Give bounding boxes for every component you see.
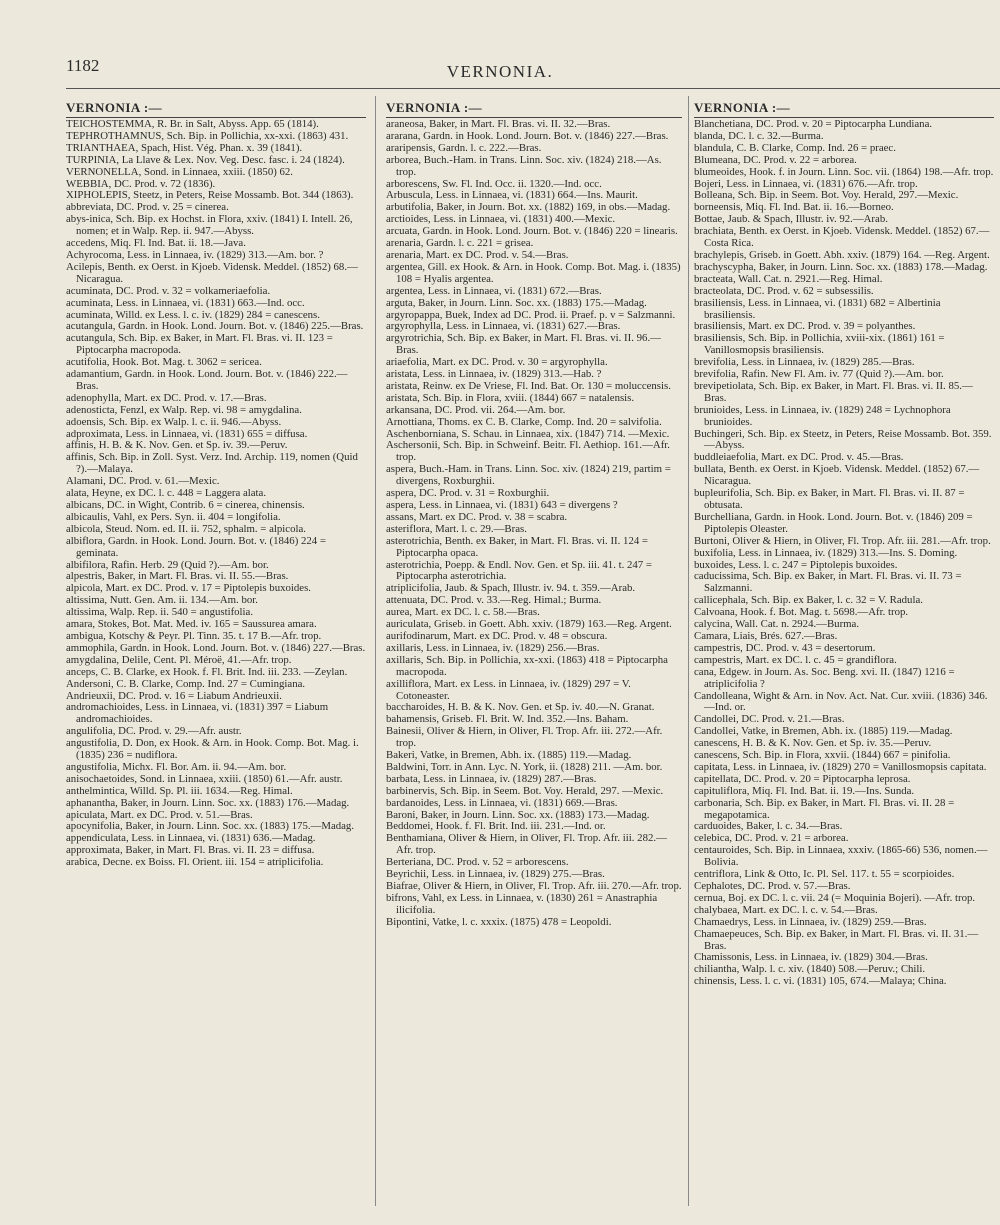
index-entry: blanda, DC. l. c. 32.—Burma. bbox=[694, 129, 824, 142]
index-entry: acuminata, Less. in Linnaea, vi. (1831) 663.—Ind. occ. bbox=[66, 296, 305, 309]
index-entry: baccharoides, H. B. & K. Nov. Gen. et Sp. iv. 40.—N. Granat. bbox=[386, 701, 655, 714]
index-entry: Andersoni, C. B. Clarke, Comp. Ind. 27 = Cumingiana. bbox=[66, 677, 306, 690]
index-entry: argentea, Less. in Linnaea, vi. (1831) 672.—Bras. bbox=[386, 284, 602, 297]
index-entry: Beddomei, Hook. f. Fl. Brit. Ind. iii. 231.—Ind. or. bbox=[386, 820, 606, 833]
index-entry: arborescens, Sw. Fl. Ind. Occ. ii. 1320.—Ind. occ. bbox=[386, 177, 602, 190]
index-entry: Baroni, Baker, in Journ. Linn. Soc. xx. (1883) 173.—Madag. bbox=[386, 808, 650, 821]
index-entry: albicaulis, Vahl, ex Pers. Syn. ii. 404 = longifolia. bbox=[66, 510, 281, 523]
index-entry: Chamaepeuces, Sch. Bip. ex Baker, in Mart. Fl. Bras. vi. II. 31.—Bras. bbox=[694, 927, 979, 952]
index-entry: brachyscypha, Baker, in Journ. Linn. Soc. xx. (1883) 178.—Madag. bbox=[694, 260, 988, 273]
index-entry: bracteolata, DC. Prod. v. 62 = subsessilis. bbox=[694, 284, 874, 297]
index-entry: Candollei, DC. Prod. v. 21.—Bras. bbox=[694, 713, 845, 726]
index-entry: adamantium, Gardn. in Hook. Lond. Journ. Bot. v. (1846) 222.—Bras. bbox=[66, 368, 348, 392]
index-entry: angustifolia, Michx. Fl. Bor. Am. ii. 94.—Am. bor. bbox=[66, 760, 287, 773]
index-entry: Benthamiana, Oliver & Hiern, in Oliver, Fl. Trop. Afr. iii. 282.—Afr. trop. bbox=[386, 832, 667, 857]
index-entry: axillaris, Sch. Bip. in Pollichia, xx-xxi. (1863) 418 = Piptocarpha macropoda. bbox=[386, 653, 668, 678]
index-entry: capitata, Less. in Linnaea, iv. (1829) 270 = Vanillosmopsis capitata. bbox=[694, 760, 987, 773]
index-entry: alpestris, Baker, in Mart. Fl. Bras. vi. II. 55.—Bras. bbox=[66, 570, 289, 583]
index-entry: Burtoni, Oliver & Hiern, in Oliver, Fl. Trop. Afr. iii. 281.—Afr. trop. bbox=[694, 534, 991, 547]
index-entry: Bipontini, Vatke, l. c. xxxix. (1875) 478 = Leopoldi. bbox=[386, 915, 612, 928]
column-heading: VERNONIA :— bbox=[386, 100, 682, 118]
index-entry: Andrieuxii, DC. Prod. v. 16 = Liabum Andrieuxii. bbox=[66, 689, 282, 702]
index-entry: buxoides, Less. l. c. 247 = Piptolepis buxoides. bbox=[694, 558, 898, 571]
index-entry: aurifodinarum, Mart. ex DC. Prod. v. 48 = obscura. bbox=[386, 629, 608, 642]
index-entry: bullata, Benth. ex Oerst. in Kjoeb. Vidensk. Meddel. (1852) 67.—Nicaragua. bbox=[694, 463, 980, 488]
index-entry: axillaris, Less. in Linnaea, iv. (1829) 256.—Bras. bbox=[386, 641, 600, 654]
index-entry: albiflora, Gardn. in Hook. Lond. Journ. Bot. v. (1846) 224 = geminata. bbox=[66, 534, 326, 559]
index-entry: altissima, Walp. Rep. ii. 540 = angustifolia. bbox=[66, 606, 254, 619]
entry-list bbox=[694, 119, 994, 988]
index-entry: brasiliensis, Mart. ex DC. Prod. v. 39 = polyanthes. bbox=[694, 320, 916, 333]
index-entry: brasiliensis, Sch. Bip. in Pollichia, xviii-xix. (1861) 161 = Vanillosmopsis brasiliensis. bbox=[694, 332, 945, 357]
index-entry: auriculata, Griseb. in Goett. Abh. xxiv. (1879) 163.—Reg. Argent. bbox=[386, 618, 672, 631]
index-entry: attenuata, DC. Prod. v. 33.—Reg. Himal.; Burma. bbox=[386, 594, 602, 607]
index-entry: aurea, Mart. ex DC. l. c. 58.—Bras. bbox=[386, 606, 540, 619]
index-entry: ambigua, Kotschy & Peyr. Pl. Tinn. 35. t. 17 B.—Afr. trop. bbox=[66, 629, 322, 642]
index-entry: acuminata, DC. Prod. v. 32 = volkameriaefolia. bbox=[66, 284, 271, 297]
entry-list bbox=[386, 119, 682, 929]
index-entry: blandula, C. B. Clarke, Comp. Ind. 26 = praec. bbox=[694, 141, 896, 154]
index-entry: araneosa, Baker, in Mart. Fl. Bras. vi. II. 32.—Bras. bbox=[386, 118, 611, 130]
index-entry: brevipetiolata, Sch. Bip. ex Baker, in Mart. Fl. Bras. vi. II. 85.—Bras. bbox=[694, 379, 973, 404]
index-entry: Cephalotes, DC. Prod. v. 57.—Bras. bbox=[694, 880, 851, 892]
index-entry: accedens, Miq. Fl. Ind. Bat. ii. 18.—Java. bbox=[66, 237, 246, 250]
index-entry: buxifolia, Less. in Linnaea, iv. (1829) 313.—Ins. S. Doming. bbox=[694, 546, 958, 559]
column-1 bbox=[66, 100, 366, 1210]
index-entry: acutangula, Sch. Bip. ex Baker, in Mart. Fl. Bras. vi. II. 123 = Piptocarpha macropoda. bbox=[66, 332, 333, 357]
index-entry: Berteriana, DC. Prod. v. 52 = arborescens. bbox=[386, 856, 569, 869]
index-entry: Acilepis, Benth. ex Oerst. in Kjoeb. Vidensk. Meddel. (1852) 68.—Nicaragua. bbox=[66, 260, 358, 285]
index-entry: bupleurifolia, Sch. Bip. ex Baker, in Mart. Fl. Bras. vi. II. 87 = obtusata. bbox=[694, 487, 965, 511]
index-entry: arcuata, Gardn. in Hook. Lond. Journ. Bot. v. (1846) 220 = linearis. bbox=[386, 225, 678, 238]
index-entry: asteriflora, Mart. l. c. 29.—Bras. bbox=[386, 522, 527, 535]
index-entry: barbinervis, Sch. Bip. in Seem. Bot. Voy. Herald, 297. —Mexic. bbox=[386, 784, 664, 797]
index-entry: abys-inica, Sch. Bip. ex Hochst. in Flora, xxiv. (1841) I. Intell. 26, nomen; et in Walp. Rep. ii. 947.—Abyss. bbox=[66, 213, 353, 238]
index-entry: aspera, Less. in Linnaea, vi. (1831) 643 = divergens ? bbox=[386, 499, 618, 511]
index-entry: celebica, DC. Prod. v. 21 = arborea. bbox=[694, 832, 849, 845]
index-entry: altissima, Nutt. Gen. Am. ii. 134.—Am. bor. bbox=[66, 594, 258, 607]
index-entry: TEICHOSTEMMA, R. Br. in Salt, Abyss. App. 65 (1814). bbox=[66, 118, 319, 130]
index-entry: brevifolia, Rafin. New Fl. Am. iv. 77 (Quid ?).—Am. bor. bbox=[694, 368, 944, 381]
index-entry: Beyrichii, Less. in Linnaea, iv. (1829) 275.—Bras. bbox=[386, 868, 605, 881]
index-entry: Baldwini, Torr. in Ann. Lyc. N. York, ii. (1828) 211. —Am. bor. bbox=[386, 760, 663, 773]
index-entry: arbutifolia, Baker, in Journ. Bot. xx. (1882) 169, in obs.—Madag. bbox=[386, 201, 671, 214]
index-entry: arenaria, Mart. ex DC. Prod. v. 54.—Bras. bbox=[386, 248, 569, 261]
index-entry: albifilora, Rafin. Herb. 29 (Quid ?).—Am. bor. bbox=[66, 558, 269, 571]
index-entry: bardanoides, Less. in Linnaea, vi. (1831) 669.—Bras. bbox=[386, 796, 618, 809]
page-number: 1182 bbox=[66, 56, 100, 75]
index-entry: albicans, DC. in Wight, Contrib. 6 = cinerea, chinensis. bbox=[66, 499, 305, 511]
index-entry: brunioides, Less. in Linnaea, iv. (1829) 248 = Lychnophora brunioides. bbox=[694, 403, 951, 428]
entry-list bbox=[66, 119, 366, 869]
index-entry: adoensis, Sch. Bip. ex Walp. l. c. ii. 946.—Abyss. bbox=[66, 415, 282, 428]
index-entry: atriplicifolia, Jaub. & Spach, Illustr. iv. 94. t. 359.—Arab. bbox=[386, 582, 636, 595]
index-entry: buddleiaefolia, Mart. ex DC. Prod. v. 45.—Bras. bbox=[694, 451, 904, 464]
index-entry: XIPHOLEPIS, Steetz, in Peters, Reise Mossamb. Bot. 344 (1863). bbox=[66, 189, 354, 202]
index-entry: Biafrae, Oliver & Hiern, in Oliver, Fl. Trop. Afr. iii. 270.—Afr. trop. bbox=[386, 880, 682, 892]
index-entry: angulifolia, DC. Prod. v. 29.—Afr. austr. bbox=[66, 725, 242, 738]
index-entry: Bojeri, Less. in Linnaea, vi. (1831) 676.—Afr. trop. bbox=[694, 177, 918, 190]
index-entry: argyrotrichia, Sch. Bip. ex Baker, in Mart. Fl. Bras. vi. II. 96.—Bras. bbox=[386, 332, 661, 357]
index-entry: apocynifolia, Baker, in Journ. Linn. Soc. xx. (1883) 175.—Madag. bbox=[66, 820, 355, 833]
index-entry: affinis, Sch. Bip. in Zoll. Syst. Verz. Ind. Archip. 119, nomen (Quid ?).—Malaya. bbox=[66, 451, 358, 476]
index-entry: Arbuscula, Less. in Linnaea, vi. (1831) 664.—Ins. Maurit. bbox=[386, 189, 638, 202]
index-entry: amara, Stokes, Bot. Mat. Med. iv. 165 = Saussurea amara. bbox=[66, 618, 317, 631]
index-entry: Candolleana, Wight & Arn. in Nov. Act. Nat. Cur. xviii. (1836) 346.—Ind. or. bbox=[694, 689, 988, 714]
index-entry: blumeoides, Hook. f. in Journ. Linn. Soc. vii. (1864) 198.—Afr. trop. bbox=[694, 165, 994, 178]
index-entry: assans, Mart. ex DC. Prod. v. 38 = scabra. bbox=[386, 510, 568, 523]
index-entry: alata, Heyne, ex DC. l. c. 448 = Laggera alata. bbox=[66, 487, 267, 500]
index-entry: centauroides, Sch. Bip. in Linnaea, xxxiv. (1865-66) 536, nomen.—Bolivia. bbox=[694, 844, 988, 869]
running-head: VERNONIA. bbox=[446, 62, 554, 81]
index-entry: alpicola, Mart. ex DC. Prod. v. 17 = Piptolepis buxoides. bbox=[66, 582, 311, 595]
index-entry: arenaria, Gardn. l. c. 221 = grisea. bbox=[386, 237, 534, 250]
index-entry: Blanchetiana, DC. Prod. v. 20 = Piptocarpha Lundiana. bbox=[694, 118, 933, 130]
index-entry: Alamani, DC. Prod. v. 61.—Mexic. bbox=[66, 475, 220, 488]
index-entry: Bottae, Jaub. & Spach, Illustr. iv. 92.—Arab. bbox=[694, 213, 888, 226]
index-entry: andromachioides, Less. in Linnaea, vi. (1831) 397 = Liabum andromachioides. bbox=[66, 701, 329, 726]
index-entry: asterotrichia, Benth. ex Baker, in Mart. Fl. Bras. vi. II. 124 = Piptocarpha opaca. bbox=[386, 534, 649, 559]
index-entry: argyrophylla, Less. in Linnaea, vi. (1831) 627.—Bras. bbox=[386, 320, 621, 333]
index-entry: TEPHROTHAMNUS, Sch. Bip. in Pollichia, xx-xxi. (1863) 431. bbox=[66, 129, 349, 142]
index-entry: Aschersonii, Sch. Bip. in Schweinf. Beitr. Fl. Aethiop. 161.—Afr. trop. bbox=[386, 439, 671, 464]
index-entry: adenosticta, Fenzl, ex Walp. Rep. vi. 98 = amygdalina. bbox=[66, 403, 302, 416]
index-entry: argyropappa, Buek, Index ad DC. Prod. ii. Praef. p. v = Salzmanni. bbox=[386, 308, 676, 321]
column-divider bbox=[375, 96, 376, 1206]
index-entry: Bainesii, Oliver & Hiern, in Oliver, Fl. Trop. Afr. iii. 272.—Afr. trop. bbox=[386, 725, 663, 750]
index-entry: acutifolia, Hook. Bot. Mag. t. 3062 = sericea. bbox=[66, 356, 262, 369]
index-entry: brasiliensis, Less. in Linnaea, vi. (1831) 682 = Albertinia brasiliensis. bbox=[694, 296, 941, 321]
index-entry: brachylepis, Griseb. in Goett. Abh. xxiv. (1879) 164. —Reg. Argent. bbox=[694, 248, 990, 261]
index-entry: ariaefolia, Mart. ex DC. Prod. v. 30 = argyrophylla. bbox=[386, 356, 608, 369]
index-entry: anisochaetoides, Sond. in Linnaea, xxiii. (1850) 61.—Afr. austr. bbox=[66, 772, 343, 785]
index-entry: arborea, Buch.-Ham. in Trans. Linn. Soc. xiv. (1824) 218.—As. trop. bbox=[386, 153, 662, 178]
index-entry: Bolleana, Sch. Bip. in Seem. Bot. Voy. Herald, 297.—Mexic. bbox=[694, 189, 959, 202]
index-entry: brachiata, Benth. ex Oerst. in Kjoeb. Vidensk. Meddel. (1852) 67.—Costa Rica. bbox=[694, 225, 990, 250]
index-entry: campestris, Mart. ex DC. l. c. 45 = grandiflora. bbox=[694, 653, 897, 666]
index-entry: barbata, Less. in Linnaea, iv. (1829) 287.—Bras. bbox=[386, 772, 597, 785]
index-entry: Buchingeri, Sch. Bip. ex Steetz, in Peters, Reise Mossamb. Bot. 359.—Abyss. bbox=[694, 427, 992, 452]
index-entry: bracteata, Wall. Cat. n. 2921.—Reg. Himal. bbox=[694, 272, 883, 285]
index-entry: abbreviata, DC. Prod. v. 25 = cinerea. bbox=[66, 201, 229, 214]
index-entry: canescens, H. B. & K. Nov. Gen. et Sp. iv. 35.—Peruv. bbox=[694, 737, 932, 750]
column-2 bbox=[386, 100, 682, 1210]
index-entry: borneensis, Miq. Fl. Ind. Bat. ii. 16.—Borneo. bbox=[694, 201, 894, 214]
index-entry: brevifolia, Less. in Linnaea, iv. (1829) 285.—Bras. bbox=[694, 356, 915, 369]
index-entry: asterotrichia, Poepp. & Endl. Nov. Gen. et Sp. iii. 41. t. 247 = Piptocarpha asterotrichia. bbox=[386, 558, 652, 583]
index-entry: araripensis, Gardn. l. c. 222.—Bras. bbox=[386, 141, 542, 154]
index-entry: caducissima, Sch. Bip. ex Baker, in Mart. Fl. Bras. vi. II. 73 = Salzmanni. bbox=[694, 570, 962, 595]
column-heading: VERNONIA :— bbox=[694, 100, 994, 118]
index-entry: arguta, Baker, in Journ. Linn. Soc. xx. (1883) 175.—Madag. bbox=[386, 296, 647, 309]
index-entry: anthelmintica, Willd. Sp. Pl. iii. 1634.—Reg. Himal. bbox=[66, 784, 293, 797]
index-entry: cernua, Boj. ex DC. l. c. vii. 24 (= Moquinia Bojeri). —Afr. trop. bbox=[694, 891, 976, 904]
index-entry: chinensis, Less. l. c. vi. (1831) 105, 674.—Malaya; China. bbox=[694, 975, 947, 988]
index-entry: Achyrocoma, Less. in Linnaea, iv. (1829) 313.—Am. bor. ? bbox=[66, 248, 324, 261]
index-entry: argentea, Gill. ex Hook. & Arn. in Hook. Comp. Bot. Mag. i. (1835) 108 = Hyalis argentea. bbox=[386, 260, 681, 285]
index-entry: bifrons, Vahl, ex Less. in Linnaea, v. (1830) 261 = Anastraphia ilicifolia. bbox=[386, 891, 658, 916]
column-3 bbox=[694, 100, 994, 1210]
index-entry: campestris, DC. Prod. v. 43 = desertorum. bbox=[694, 641, 876, 654]
index-entry: arctioides, Less. in Linnaea, vi. (1831) 400.—Mexic. bbox=[386, 213, 616, 226]
index-entry: Chamaedrys, Less. in Linnaea, iv. (1829) 259.—Bras. bbox=[694, 915, 927, 928]
index-entry: aristata, Sch. Bip. in Flora, xviii. (1844) 667 = natalensis. bbox=[386, 391, 635, 404]
index-entry: arkansana, DC. Prod. vii. 264.—Am. bor. bbox=[386, 403, 566, 416]
index-entry: chalybaea, Mart. ex DC. l. c. v. 54.—Bras. bbox=[694, 903, 878, 916]
index-entry: Chamissonis, Less. in Linnaea, iv. (1829) 304.—Bras. bbox=[694, 951, 928, 964]
index-entry: Calvoana, Hook. f. Bot. Mag. t. 5698.—Afr. trop. bbox=[694, 606, 909, 619]
index-entry: apiculata, Mart. ex DC. Prod. v. 51.—Bras. bbox=[66, 808, 253, 821]
index-entry: TURPINIA, La Llave & Lex. Nov. Veg. Desc. fasc. i. 24 (1824). bbox=[66, 153, 345, 166]
index-entry: chiliantha, Walp. l. c. xiv. (1840) 508.—Peruv.; Chili. bbox=[694, 963, 926, 976]
index-entry: WEBBIA, DC. Prod. v. 72 (1836). bbox=[66, 177, 216, 190]
index-entry: cana, Edgew. in Journ. As. Soc. Beng. xvi. II. (1847) 1216 = atriplicifolia ? bbox=[694, 665, 955, 690]
index-entry: carbonaria, Sch. Bip. ex Baker, in Mart. Fl. Bras. vi. II. 28 = megapotamica. bbox=[694, 796, 955, 821]
index-entry: acuminata, Willd. ex Less. l. c. iv. (1829) 284 = canescens. bbox=[66, 308, 320, 321]
index-entry: affinis, H. B. & K. Nov. Gen. et Sp. iv. 39.—Peruv. bbox=[66, 439, 288, 452]
index-entry: albicola, Steud. Nom. ed. II. ii. 752, sphalm. = alpicola. bbox=[66, 522, 306, 535]
index-entry: TRIANTHAEA, Spach, Hist. Vég. Phan. x. 39 (1841). bbox=[66, 141, 303, 154]
index-entry: Camara, Liais, Brés. 627.—Bras. bbox=[694, 629, 838, 642]
page-header bbox=[0, 0, 1000, 90]
index-entry: Burchelliana, Gardn. in Hook. Lond. Journ. Bot. v. (1846) 209 = Piptolepis Oleaster. bbox=[694, 510, 973, 535]
index-entry: adproximata, Less. in Linnaea, vi. (1831) 655 = diffusa. bbox=[66, 427, 308, 440]
index-entry: capituliflora, Miq. Fl. Ind. Bat. ii. 19.—Ins. Sunda. bbox=[694, 784, 915, 797]
index-entry: appendiculata, Less. in Linnaea, vi. (1831) 636.—Madag. bbox=[66, 832, 316, 845]
index-entry: aspera, DC. Prod. v. 31 = Roxburghii. bbox=[386, 487, 550, 500]
header-rule bbox=[66, 88, 1000, 89]
index-entry: amygdalina, Delile, Cent. Pl. Méroë, 41.—Afr. trop. bbox=[66, 653, 292, 666]
index-entry: acutangula, Gardn. in Hook. Lond. Journ. Bot. v. (1846) 225.—Bras. bbox=[66, 320, 364, 333]
index-entry: carduoides, Baker, l. c. 34.—Bras. bbox=[694, 820, 843, 833]
index-entry: VERNONELLA, Sond. in Linnaea, xxiii. (1850) 62. bbox=[66, 165, 294, 178]
index-entry: anceps, C. B. Clarke, ex Hook. f. Fl. Brit. Ind. iii. 233. —Zeylan. bbox=[66, 665, 348, 678]
index-entry: calycina, Wall. Cat. n. 2924.—Burma. bbox=[694, 618, 860, 631]
index-entry: Candollei, Vatke, in Bremen, Abh. ix. (1885) 119.—Madag. bbox=[694, 725, 953, 738]
index-entry: arabica, Decne. ex Boiss. Fl. Orient. iii. 154 = atriplicifolia. bbox=[66, 856, 324, 869]
index-entry: ararana, Gardn. in Hook. Lond. Journ. Bot. v. (1846) 227.—Bras. bbox=[386, 129, 669, 142]
column-heading: VERNONIA :— bbox=[66, 100, 366, 118]
index-entry: canescens, Sch. Bip. in Flora, xxvii. (1844) 667 = pinifolia. bbox=[694, 749, 951, 762]
column-divider bbox=[688, 96, 689, 1206]
index-entry: ammophila, Gardn. in Hook. Lond. Journ. Bot. v. (1846) 227.—Bras. bbox=[66, 641, 366, 654]
index-entry: callicephala, Sch. Bip. ex Baker, l. c. 32 = V. Radula. bbox=[694, 594, 923, 607]
index-entry: Blumeana, DC. Prod. v. 22 = arborea. bbox=[694, 153, 857, 166]
index-entry: Aschenborniana, S. Schau. in Linnaea, xix. (1847) 714. —Mexic. bbox=[386, 427, 670, 440]
index-entry: aphanantha, Baker, in Journ. Linn. Soc. xx. (1883) 176.—Madag. bbox=[66, 796, 350, 809]
index-entry: axilliflora, Mart. ex Less. in Linnaea, iv. (1829) 297 = V. Cotoneaster. bbox=[386, 677, 631, 702]
index-entry: centriflora, Link & Otto, Ic. Pl. Sel. 117. t. 55 = scorpioides. bbox=[694, 868, 955, 881]
index-entry: angustifolia, D. Don, ex Hook. & Arn. in Hook. Comp. Bot. Mag. i. (1835) 236 = nudiflora. bbox=[66, 737, 359, 762]
index-entry: capitellata, DC. Prod. v. 20 = Piptocarpha leprosa. bbox=[694, 772, 911, 785]
index-entry: Arnottiana, Thoms. ex C. B. Clarke, Comp. Ind. 20 = salvifolia. bbox=[386, 415, 662, 428]
index-entry: bahamensis, Griseb. Fl. Brit. W. Ind. 352.—Ins. Baham. bbox=[386, 713, 629, 726]
index-entry: aristata, Reinw. ex De Vriese, Fl. Ind. Bat. Or. 130 = moluccensis. bbox=[386, 379, 671, 392]
index-entry: aristata, Less. in Linnaea, iv. (1829) 313.—Hab. ? bbox=[386, 368, 602, 381]
index-entry: approximata, Baker, in Mart. Fl. Bras. vi. II. 23 = diffusa. bbox=[66, 844, 315, 857]
index-entry: aspera, Buch.-Ham. in Trans. Linn. Soc. xiv. (1824) 219, partim = divergens, Roxburghii. bbox=[386, 463, 671, 488]
index-entry: adenophylla, Mart. ex DC. Prod. v. 17.—Bras. bbox=[66, 391, 267, 404]
index-entry: Bakeri, Vatke, in Bremen, Abh. ix. (1885) 119.—Madag. bbox=[386, 749, 632, 762]
